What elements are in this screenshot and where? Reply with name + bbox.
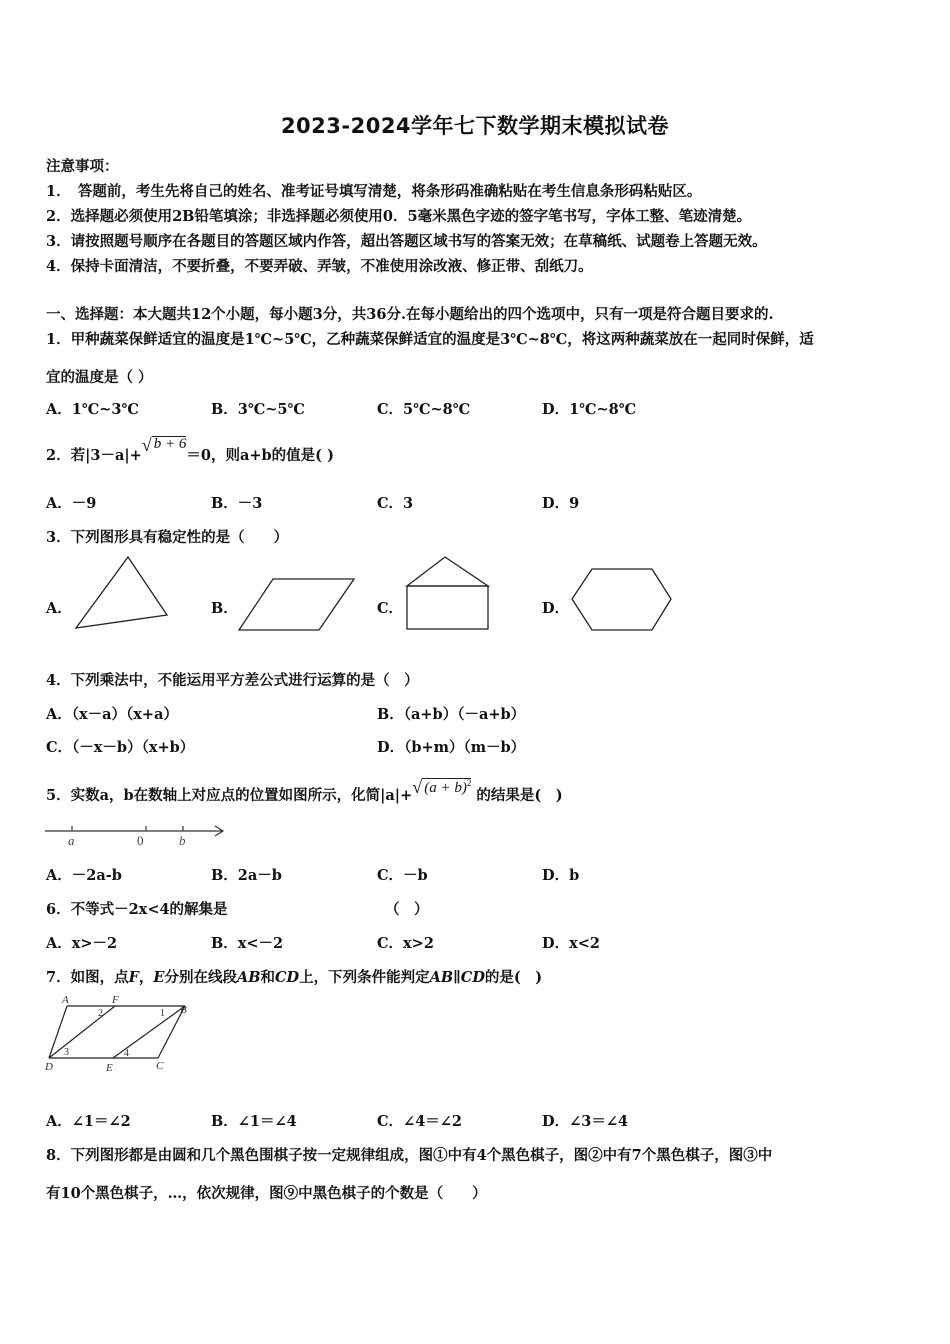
- section-heading: 一、选择题：本大题共12个小题，每小题3分，共36分.在每小题给出的四个选项中，只有一项是符合题目要求的.: [46, 306, 774, 323]
- q2-radicand: b + 6: [153, 436, 187, 452]
- q7-segment-cd: CD: [274, 969, 300, 986]
- notice-item: 2．选择题必须使用2B铅笔填涂；非选择题必须使用0．5毫米黑色字迹的签字笔书写，字体工整、笔迹清楚。: [46, 208, 752, 225]
- q1-option-a: A．1℃~3℃: [46, 401, 139, 418]
- q7-text: 7．如图，点: [46, 969, 129, 986]
- question-6: 6．不等式－2x<4的解集是: [46, 901, 228, 918]
- q7-relation: AB∥CD: [429, 969, 485, 986]
- q5-option-c: C．－b: [377, 867, 428, 884]
- axis-label-zero: 0: [137, 833, 144, 848]
- axis-label-b: b: [179, 833, 186, 848]
- angle-2-label: 2: [98, 1008, 103, 1019]
- q4-option-b: B．（a+b）（－a+b）: [377, 706, 526, 723]
- q7-point-e: E: [153, 969, 165, 986]
- page-title: 2023-2024学年七下数学期末模拟试卷: [280, 114, 670, 138]
- q7-text: 的是( ): [484, 969, 543, 986]
- q2-prefix: 2．若|3－a|+: [46, 447, 142, 464]
- question-5: [46, 777, 563, 805]
- q7-text: 分别在线段: [164, 969, 237, 986]
- sqrt-expression: √ b + 6: [141, 435, 187, 455]
- label-b: B: [180, 1004, 187, 1016]
- q7-option-b: B．∠1＝∠4: [211, 1113, 297, 1130]
- q1-option-b: B．3℃~5℃: [211, 401, 305, 418]
- angle-4-label: 4: [124, 1048, 129, 1059]
- q2-option-b: B．－3: [211, 495, 263, 512]
- question-8-line1: 8．下列图形都是由圆和几个黑色围棋子按一定规律组成，图①中有4个黑色棋子，图②中有7个黑色棋子，图③中: [46, 1147, 773, 1164]
- label-a: A: [62, 994, 69, 1006]
- label-d: D: [45, 1061, 53, 1073]
- question-3: 3．下列图形具有稳定性的是（ ）: [46, 529, 289, 546]
- notice-item: 3．请按照题号顺序在各题目的答题区域内作答，超出答题区域书写的答案无效；在草稿纸、试题卷上答题无效。: [46, 233, 767, 250]
- triangle-figure: [70, 550, 170, 635]
- q7-option-c: C．∠4＝∠2: [377, 1113, 463, 1130]
- label-e: E: [106, 1062, 113, 1074]
- q7-segment-ab: AB: [236, 969, 261, 986]
- question-1-line1: 1．甲种蔬菜保鲜适宜的温度是1℃~5℃，乙种蔬菜保鲜适宜的温度是3℃~8℃，将这两种蔬菜放在一起同时保鲜，适: [46, 331, 814, 348]
- q2-option-a: A．－9: [46, 495, 97, 512]
- q1-option-c: C．5℃~8℃: [377, 401, 471, 418]
- q5-prefix: 5．实数a，b在数轴上对应点的位置如图所示，化简|a|+: [46, 787, 413, 804]
- q4-option-d: D．（b+m）（m－b）: [377, 739, 526, 756]
- question-7: [46, 966, 542, 987]
- question-8-line2: 有10个黑色棋子，…，依次规律，图⑨中黑色棋子的个数是（ ）: [46, 1185, 487, 1202]
- q2-option-c: C．3: [377, 495, 414, 512]
- q6-option-c: C．x>2: [377, 935, 434, 952]
- q3-option-a: A．: [46, 600, 72, 617]
- question-1-line2: 宜的温度是（ ）: [46, 369, 153, 386]
- q4-option-c: C．（－x－b）（x+b）: [46, 739, 195, 756]
- label-c: C: [156, 1060, 164, 1072]
- hexagon-figure: [566, 564, 678, 636]
- q7-option-d: D．∠3＝∠4: [542, 1113, 629, 1130]
- q5-option-b: B．2a－b: [211, 867, 282, 884]
- q7-text: ，: [138, 969, 154, 986]
- number-line-figure: [42, 818, 232, 850]
- q6-answer-blank: （ ）: [385, 901, 429, 918]
- notice-item: 1． 答题前，考生先将自己的姓名、准考证号填写清楚，将条形码准确粘贴在考生信息条形码粘贴区。: [46, 183, 702, 200]
- notice-heading: 注意事项：: [46, 158, 119, 175]
- q6-option-d: D．x<2: [542, 935, 600, 952]
- q2-option-d: D．9: [542, 495, 580, 512]
- q7-text: 和: [260, 969, 275, 986]
- q5-radicand: (a + b): [424, 780, 467, 796]
- question-4: 4．下列乘法中，不能运用平方差公式进行运算的是（ ）: [46, 672, 419, 689]
- axis-label-a: a: [68, 833, 75, 848]
- q6-option-a: A．x>－2: [46, 935, 118, 952]
- question-2: [46, 435, 334, 465]
- label-f: F: [112, 994, 119, 1006]
- q5-option-d: D．b: [542, 867, 580, 884]
- q3-option-c: C．: [377, 600, 404, 617]
- parallelogram-figure: [235, 574, 360, 634]
- q1-option-d: D．1℃~8℃: [542, 401, 637, 418]
- q7-text: 上，下列条件能判定: [299, 969, 430, 986]
- q7-option-a: A．∠1＝∠2: [46, 1113, 131, 1130]
- notice-item: 4．保持卡面清洁，不要折叠，不要弄破、弄皱，不准使用涂改液、修正带、刮纸刀。: [46, 258, 593, 275]
- parallel-lines-figure: [40, 992, 200, 1076]
- q4-option-a: A．（x－a）（x+a）: [46, 706, 178, 723]
- sqrt-expression: √ $(a + b)^2$: [412, 777, 472, 797]
- q5-option-a: A．－2a-b: [46, 867, 122, 884]
- q5-suffix: 的结果是( ): [476, 787, 563, 804]
- angle-3-label: 3: [64, 1047, 69, 1058]
- angle-1-label: 1: [160, 1008, 165, 1019]
- q6-option-b: B．x<－2: [211, 935, 284, 952]
- house-figure: [402, 552, 494, 634]
- q3-option-d: D．: [542, 600, 570, 617]
- q2-suffix: ＝0，则a+b的值是( ): [186, 447, 334, 464]
- q3-option-b: B．: [211, 600, 238, 617]
- q7-point-f: F: [128, 969, 139, 986]
- q5-exponent: 2: [466, 778, 472, 788]
